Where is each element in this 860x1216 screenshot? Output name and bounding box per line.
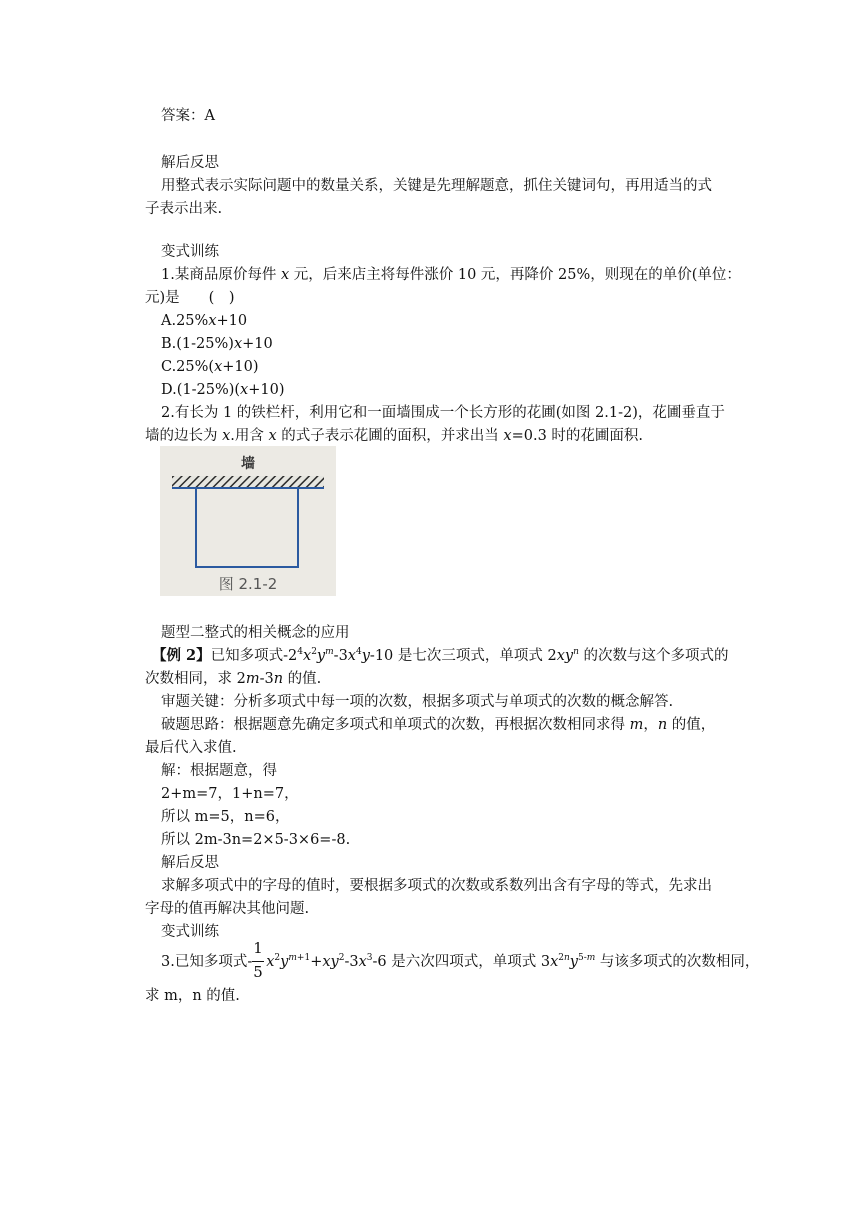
reflection-heading: 解后反思 — [161, 155, 219, 171]
section-2-title: 题型二整式的相关概念的应用 — [161, 625, 350, 641]
fraction-bar — [252, 961, 264, 962]
solution-intro: 解：根据题意，得 — [161, 763, 277, 779]
figure-caption: 图 2.1-2 — [218, 575, 278, 593]
practice-heading: 变式训练 — [161, 244, 219, 260]
option-d: D.(1-25%)(x+10) — [161, 382, 285, 398]
solution-equation-2: 所以 m=5，n=6， — [161, 809, 290, 825]
question-1-line-2: 元)是 ( ) — [145, 290, 235, 306]
fraction-numerator: 1 — [253, 939, 263, 957]
garden-figure — [160, 446, 336, 596]
question-2-line-2: 墙的边长为 x.用含 x 的式子表示花圃的面积，并求出当 x=0.3 时的花圃面积. — [145, 428, 644, 444]
question-1-line-1: 1.某商品原价每件 x 元，后来店主将每件涨价 10 元，再降价 25%，则现在的单价(单位： — [161, 267, 741, 283]
wall-hatch — [172, 476, 324, 488]
answer-line: 答案：A — [161, 108, 215, 124]
solution-equation-3: 所以 2m-3n=2×5-3×6=-8. — [161, 832, 351, 848]
wall-label: 墙 — [241, 456, 255, 472]
fraction-denominator: 5 — [253, 963, 263, 981]
reflection-2-line-2: 字母的值再解决其他问题. — [145, 901, 310, 917]
reflection-text-line-1: 用整式表示实际问题中的数量关系，关键是先理解题意，抓住关键词句，再用适当的式 — [161, 178, 712, 194]
reflection-text-line-2: 子表示出来. — [145, 201, 223, 217]
question-3-line-1: 3.已知多项式- $x^2y^{m+1}+xy^2-3x^3-6$ 是六次四项式，单项式 $3x^{2n}y^{5-m}$ 与该多项式的次数相同， — [161, 953, 760, 970]
solution-idea-line-1: 破题思路：根据题意先确定多项式和单项式的次数，再根据次数相同求得 m，n 的值， — [161, 717, 716, 733]
garden-diagram — [160, 446, 336, 596]
reflection-2-heading: 解后反思 — [161, 855, 219, 871]
question-2-line-1: 2.有长为 1 的铁栏杆，利用它和一面墙围成一个长方形的花圃(如图 2.1-2)，花圃垂直于 — [161, 405, 725, 421]
garden-rectangle — [196, 488, 298, 567]
solution-idea-line-2: 最后代入求值. — [145, 740, 237, 756]
example-2-line-1: 【例 2】已知多项式$-2^4x^2y^m-3x^4y-10$ 是七次三项式，单项式 $2xy^n$ 的次数与这个多项式的 — [152, 647, 729, 664]
option-b: B.(1-25%)x+10 — [161, 336, 273, 352]
key-analysis: 审题关键：分析多项式中每一项的次数，根据多项式与单项式的次数的概念解答. — [161, 694, 674, 710]
reflection-2-line-1: 求解多项式中的字母的值时，要根据多项式的次数或系数列出含有字母的等式，先求出 — [161, 878, 712, 894]
solution-equation-1: 2+m=7，1+n=7， — [161, 786, 299, 802]
example-2-line-2: 次数相同，求 2m-3n 的值. — [145, 671, 322, 687]
option-a: A.25%x+10 — [161, 313, 248, 329]
question-3-line-2: 求 m，n 的值. — [145, 988, 240, 1004]
practice-2-heading: 变式训练 — [161, 924, 219, 940]
option-c: C.25%(x+10) — [161, 359, 259, 375]
